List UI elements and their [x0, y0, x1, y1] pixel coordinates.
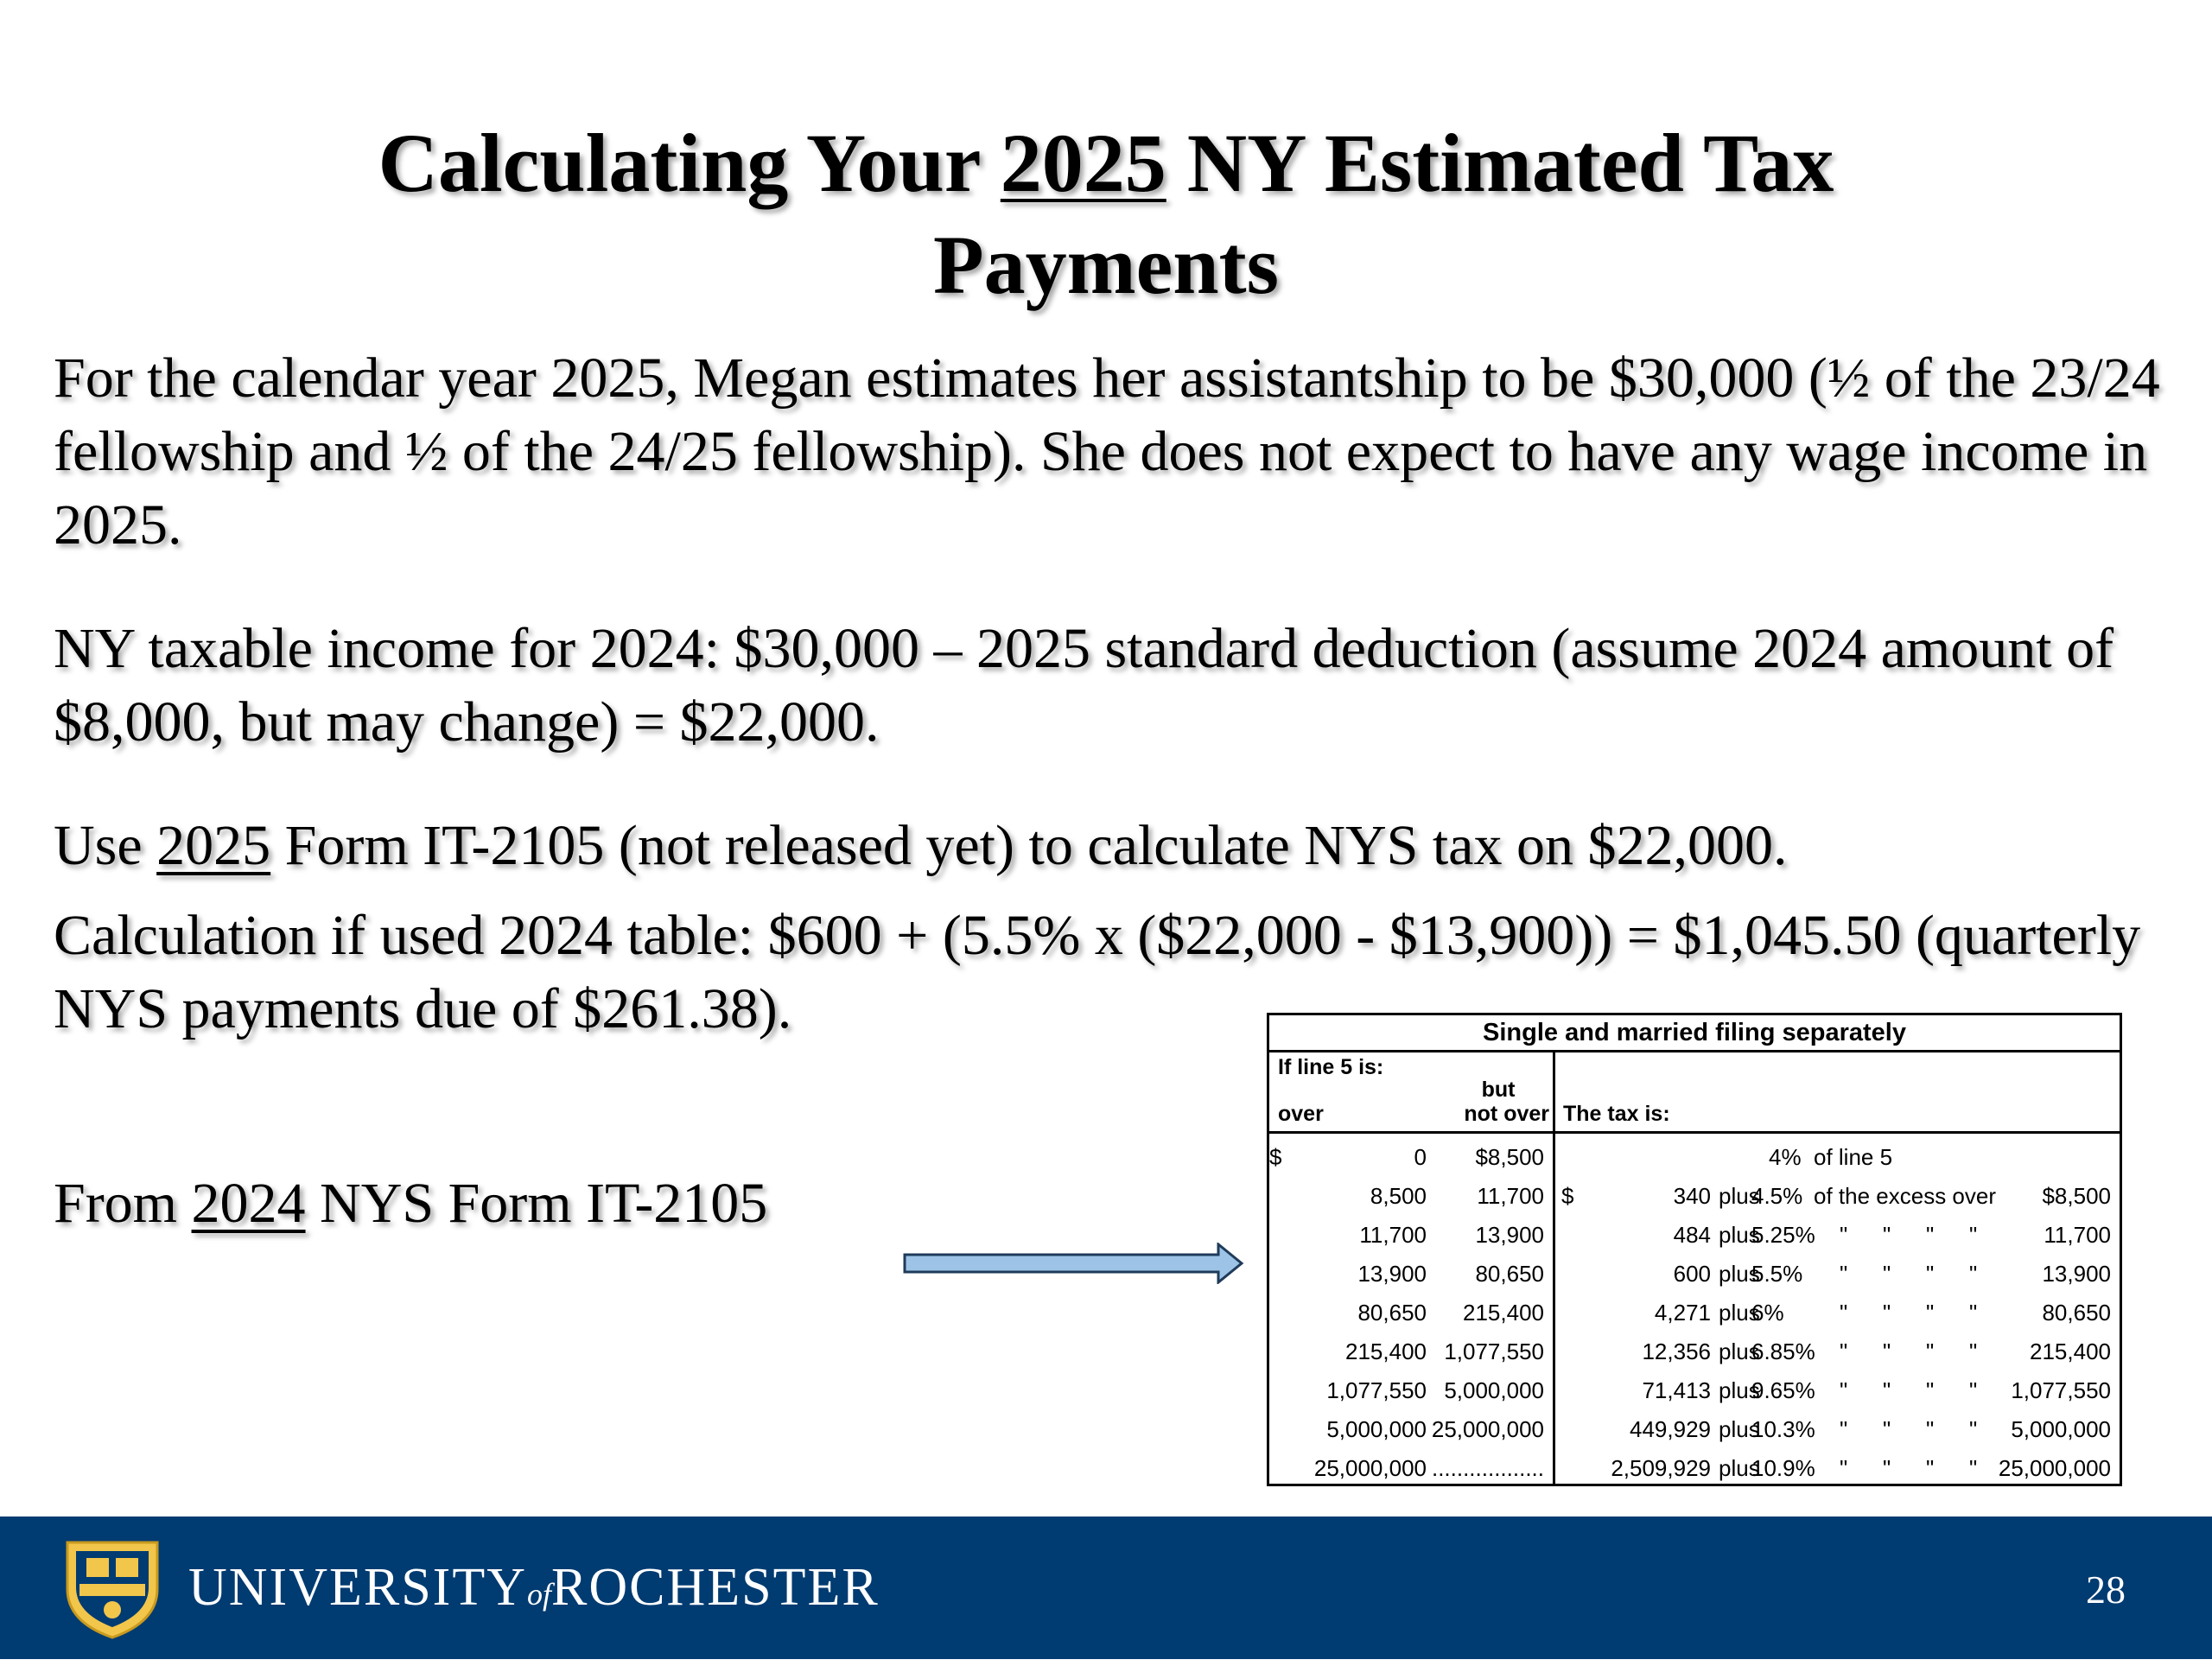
ditto-mark: ": [1926, 1261, 1935, 1287]
tax-rate-table: [1267, 1013, 2122, 1486]
ditto-mark: ": [1883, 1339, 1891, 1364]
cell-over: 13,900: [1357, 1261, 1427, 1287]
university-seal-icon: [60, 1536, 164, 1641]
ditto-mark: ": [1840, 1377, 1848, 1403]
cell-rate: 4.5%: [1751, 1183, 1803, 1209]
wordmark-of: of: [526, 1577, 551, 1612]
table-divider-horizontal: [1269, 1131, 2120, 1134]
ditto-mark: ": [1840, 1416, 1848, 1442]
cell-plus: plus: [1719, 1261, 1760, 1287]
cell-rate: 5.25%: [1751, 1222, 1815, 1248]
dollar-sign: $: [1269, 1144, 1282, 1170]
header-but: but: [1481, 1078, 1516, 1102]
title-year: 2025: [1000, 117, 1166, 209]
cell-plus: plus: [1719, 1339, 1760, 1364]
wordmark-rochester: ROCHESTER: [551, 1558, 880, 1617]
cell-rate: 9.65%: [1751, 1377, 1815, 1403]
cell-over: 5,000,000: [1326, 1416, 1427, 1442]
cell-not-over: 5,000,000: [1444, 1377, 1544, 1403]
ditto-mark: ": [1883, 1416, 1891, 1442]
header-tax-is: The tax is:: [1563, 1102, 1670, 1126]
ditto-mark: ": [1969, 1377, 1978, 1403]
table-row: [1269, 1332, 2120, 1371]
cell-over: 8,500: [1370, 1183, 1427, 1209]
ditto-mark: ": [1926, 1300, 1935, 1326]
ditto-mark: ": [1840, 1300, 1848, 1326]
table-row: [1269, 1138, 2120, 1177]
ditto-mark: ": [1840, 1261, 1848, 1287]
p5-pre: From: [54, 1172, 192, 1235]
p3-pre: Use: [54, 814, 157, 877]
header-not-over: not over: [1464, 1102, 1549, 1126]
university-wordmark: [188, 1517, 880, 1659]
ditto-mark: ": [1926, 1339, 1935, 1364]
paragraph-taxable-income: NY taxable income for 2024: $30,000 – 2025 standard deduction (assume 2024 amount of $8,000, but may change) = $22,000.: [54, 617, 2114, 754]
cell-plus: plus: [1719, 1183, 1760, 1209]
paragraph-calculation: Calculation if used 2024 table: $600 + (5.5% x ($22,000 - $13,900)) = $1,045.50 (quarterly NYS payments due of $261.38).: [54, 904, 2141, 1040]
paragraph-use-form: [54, 809, 2162, 882]
cell-not-over: 11,700: [1477, 1183, 1544, 1209]
ditto-mark: ": [1926, 1455, 1935, 1481]
p5-post: NYS Form IT-2105: [305, 1172, 768, 1235]
p3-year: 2025: [156, 814, 271, 877]
dollar-sign: $: [1561, 1183, 1574, 1209]
cell-excess-over: $8,500: [2042, 1183, 2111, 1209]
slide-title: [0, 112, 2212, 316]
cell-base-tax: 4,271: [1654, 1300, 1711, 1326]
ditto-mark: ": [1969, 1261, 1978, 1287]
wordmark-university: UNIVERSITY: [188, 1558, 527, 1617]
cell-plus: plus: [1719, 1300, 1760, 1326]
cell-excess-over: 1,077,550: [2011, 1377, 2111, 1403]
cell-over: 0: [1414, 1144, 1427, 1170]
right-arrow-icon: [903, 1243, 1244, 1284]
cell-rate: 10.9%: [1751, 1455, 1815, 1481]
cell-rate: 6%: [1751, 1300, 1784, 1326]
title-line-2: Payments: [933, 219, 1279, 311]
cell-not-over: 1,077,550: [1444, 1339, 1544, 1364]
title-text-pre: Calculating Your: [378, 117, 1001, 209]
p5-year: 2024: [191, 1172, 306, 1235]
cell-over: 215,400: [1345, 1339, 1427, 1364]
cell-base-tax: 449,929: [1630, 1416, 1711, 1442]
table-row: [1269, 1216, 2120, 1255]
table-rows: [1269, 1138, 2120, 1488]
page-number: 28: [2086, 1567, 2126, 1612]
cell-rate: 6.85%: [1751, 1339, 1815, 1364]
ditto-mark: ": [1883, 1455, 1891, 1481]
cell-excess-over: 25,000,000: [1998, 1455, 2111, 1481]
cell-over: 80,650: [1357, 1300, 1427, 1326]
cell-rate: 5.5%: [1751, 1261, 1803, 1287]
cell-rate: 4%: [1769, 1144, 1802, 1170]
ditto-mark: ": [1926, 1377, 1935, 1403]
ditto-mark: ": [1883, 1300, 1891, 1326]
footer-bar: [0, 1517, 2212, 1659]
cell-excess-text: of line 5: [1814, 1144, 1893, 1170]
ditto-mark: ": [1926, 1222, 1935, 1248]
cell-not-over: 25,000,000: [1431, 1416, 1544, 1442]
ditto-mark: ": [1883, 1377, 1891, 1403]
cell-base-tax: 600: [1673, 1261, 1711, 1287]
cell-plus: plus: [1719, 1222, 1760, 1248]
cell-plus: plus: [1719, 1377, 1760, 1403]
cell-base-tax: 340: [1673, 1183, 1711, 1209]
ditto-mark: ": [1969, 1416, 1978, 1442]
cell-over: 11,700: [1359, 1222, 1427, 1248]
cell-not-over: 13,900: [1475, 1222, 1544, 1248]
table-row: [1269, 1410, 2120, 1449]
cell-over: 1,077,550: [1326, 1377, 1427, 1403]
cell-rate: 10.3%: [1751, 1416, 1815, 1442]
cell-base-tax: 12,356: [1642, 1339, 1711, 1364]
ditto-mark: ": [1969, 1455, 1978, 1481]
ditto-mark: ": [1883, 1222, 1891, 1248]
cell-over: 25,000,000: [1313, 1455, 1427, 1481]
cell-base-tax: 2,509,929: [1611, 1455, 1711, 1481]
ditto-mark: ": [1840, 1455, 1848, 1481]
cell-excess-over: 13,900: [2042, 1261, 2111, 1287]
cell-not-over: ..................: [1431, 1455, 1544, 1481]
cell-base-tax: 484: [1673, 1222, 1711, 1248]
cell-not-over: 80,650: [1475, 1261, 1544, 1287]
cell-excess-text: of the excess over: [1814, 1183, 1996, 1209]
paragraph-assistantship: For the calendar year 2025, Megan estimates her assistantship to be $30,000 (½ of the 23/24 fellowship and ½ of the 24/25 fellowship). She does not expect to have any wage income in 2025.: [54, 347, 2160, 556]
table-row: [1269, 1449, 2120, 1488]
cell-plus: plus: [1719, 1455, 1760, 1481]
header-if-line: If line 5 is:: [1278, 1055, 1384, 1079]
ditto-mark: ": [1969, 1300, 1978, 1326]
table-row: [1269, 1371, 2120, 1410]
table-row: [1269, 1294, 2120, 1332]
cell-excess-over: 80,650: [2042, 1300, 2111, 1326]
table-row: [1269, 1255, 2120, 1294]
cell-excess-over: 215,400: [2030, 1339, 2111, 1364]
title-line-1: [0, 112, 2212, 214]
cell-not-over: $8,500: [1475, 1144, 1544, 1170]
cell-not-over: 215,400: [1463, 1300, 1544, 1326]
cell-excess-over: 5,000,000: [2011, 1416, 2111, 1442]
title-text-post: NY Estimated Tax: [1166, 117, 1834, 209]
ditto-mark: ": [1840, 1339, 1848, 1364]
ditto-mark: ": [1883, 1261, 1891, 1287]
cell-base-tax: 71,413: [1642, 1377, 1711, 1403]
table-row: [1269, 1177, 2120, 1216]
ditto-mark: ": [1969, 1222, 1978, 1248]
p3-post: Form IT-2105 (not released yet) to calculate NYS tax on $22,000.: [270, 814, 1788, 877]
cell-excess-over: 11,700: [2044, 1222, 2111, 1248]
cell-plus: plus: [1719, 1416, 1760, 1442]
ditto-mark: ": [1840, 1222, 1848, 1248]
ditto-mark: ": [1926, 1416, 1935, 1442]
table-heading: Single and married filing separately: [1269, 1015, 2120, 1052]
ditto-mark: ": [1969, 1339, 1978, 1364]
header-over: over: [1278, 1102, 1324, 1126]
